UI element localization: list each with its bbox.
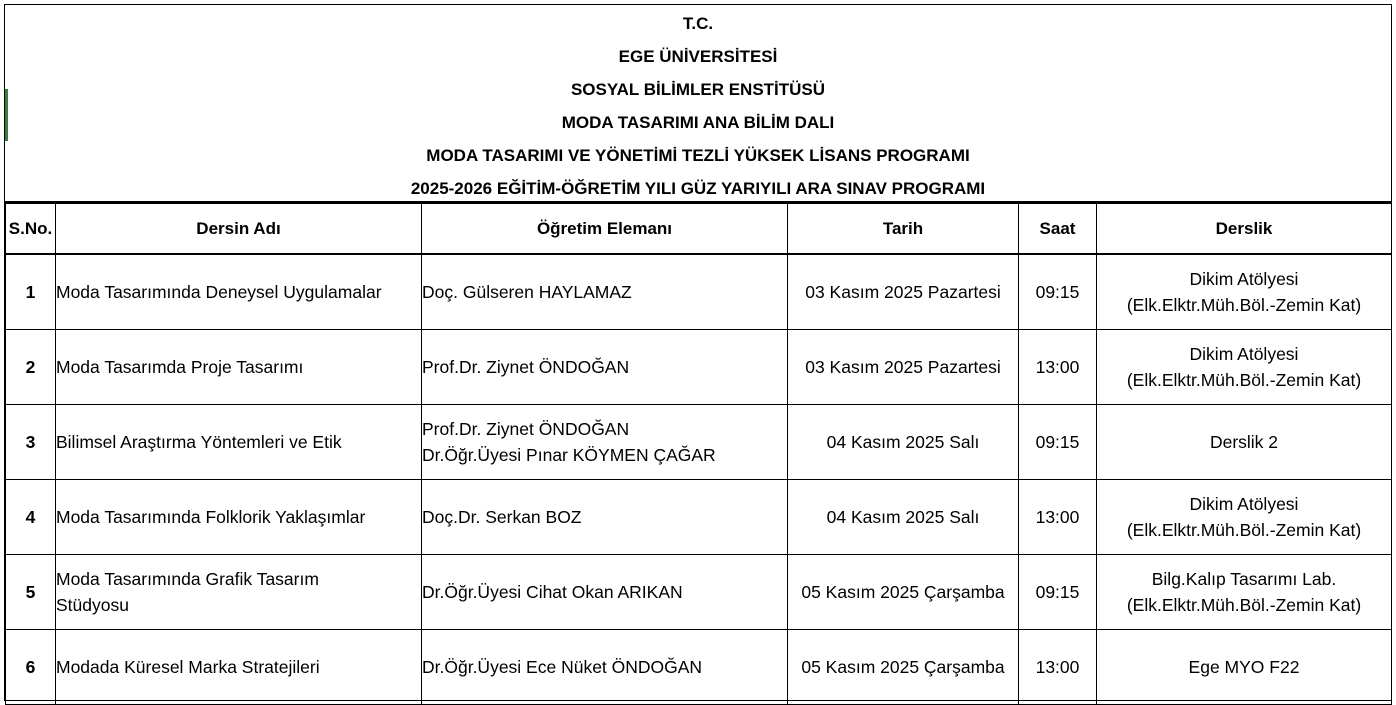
cell-sno: 6 <box>6 630 56 705</box>
cell-instructor-line: Dr.Öğr.Üyesi Cihat Okan ARIKAN <box>422 582 683 602</box>
cell-course <box>56 480 422 555</box>
cell-instructor-line: Dr.Öğr.Üyesi Pınar KÖYMEN ÇAĞAR <box>422 445 716 465</box>
cell-room <box>1097 480 1392 555</box>
cell-room-line: (Elk.Elktr.Müh.Böl.-Zemin Kat) <box>1126 595 1362 615</box>
cell-room <box>1097 405 1392 480</box>
table-row <box>6 480 1392 555</box>
table-row <box>6 254 1392 330</box>
cell-time: 13:00 <box>1019 630 1097 705</box>
cell-instructor <box>422 254 788 330</box>
cell-sno: 1 <box>6 254 56 330</box>
header-line-term: 2025-2026 EĞİTİM-ÖĞRETİM YILI GÜZ YARIYILI ARA SINAV PROGRAMI <box>410 179 986 198</box>
cell-date: 05 Kasım 2025 Çarşamba <box>788 555 1019 630</box>
cell-instructor <box>422 555 788 630</box>
cell-course-line: Bilimsel Araştırma Yöntemleri ve Etik <box>56 432 342 452</box>
cell-sno: 4 <box>6 480 56 555</box>
cell-instructor <box>422 630 788 705</box>
header-line-department: MODA TASARIMI ANA BİLİM DALI <box>561 113 835 132</box>
cell-date: 05 Kasım 2025 Çarşamba <box>788 630 1019 705</box>
cell-course-line: Moda Tasarımında Deneysel Uygulamalar <box>56 282 382 302</box>
cell-course-line: Modada Küresel Marka Stratejileri <box>56 657 320 677</box>
cell-instructor <box>422 330 788 405</box>
cell-instructor-line: Doç.Dr. Serkan BOZ <box>422 507 582 527</box>
cell-instructor-line: Dr.Öğr.Üyesi Ece Nüket ÖNDOĞAN <box>422 657 703 677</box>
table-row <box>6 330 1392 405</box>
cell-room <box>1097 254 1392 330</box>
column-header-course: Dersin Adı <box>56 204 422 255</box>
column-header-sno: S.No. <box>6 204 56 255</box>
cell-room-line: Dikim Atölyesi <box>1189 494 1299 514</box>
header-line-tc: T.C. <box>682 14 714 33</box>
cell-room <box>1097 555 1392 630</box>
cell-date: 03 Kasım 2025 Pazartesi <box>788 330 1019 405</box>
table-header-row <box>6 204 1392 255</box>
cell-instructor-line: Doç. Gülseren HAYLAMAZ <box>422 282 632 302</box>
cell-date: 04 Kasım 2025 Salı <box>788 405 1019 480</box>
column-header-date: Tarih <box>788 204 1019 255</box>
cell-time: 09:15 <box>1019 254 1097 330</box>
cell-room <box>1097 630 1392 705</box>
cell-course <box>56 254 422 330</box>
cell-room-line: Dikim Atölyesi <box>1189 269 1299 289</box>
header-line-university: EGE ÜNİVERSİTESİ <box>618 47 778 66</box>
cell-room-line: Dikim Atölyesi <box>1189 344 1299 364</box>
cell-time: 09:15 <box>1019 555 1097 630</box>
cell-course-line: Moda Tasarımında Folklorik Yaklaşımlar <box>56 507 366 527</box>
exam-table <box>5 203 1392 705</box>
document-header <box>5 5 1391 203</box>
table-row <box>6 405 1392 480</box>
cell-room <box>1097 330 1392 405</box>
right-margin <box>1392 0 1396 704</box>
cell-sno: 5 <box>6 555 56 630</box>
cell-course <box>56 330 422 405</box>
cell-course-line: Stüdyosu <box>56 595 129 615</box>
cell-room-line: Ege MYO F22 <box>1188 657 1300 677</box>
cell-date: 03 Kasım 2025 Pazartesi <box>788 254 1019 330</box>
column-header-time: Saat <box>1019 204 1097 255</box>
cell-time: 13:00 <box>1019 480 1097 555</box>
cell-sno: 3 <box>6 405 56 480</box>
cell-date: 04 Kasım 2025 Salı <box>788 480 1019 555</box>
table-row <box>6 555 1392 630</box>
cell-instructor-line: Prof.Dr. Ziynet ÖNDOĞAN <box>422 419 630 439</box>
header-line-program: MODA TASARIMI VE YÖNETİMİ TEZLİ YÜKSEK LİSANS PROGRAMI <box>426 146 970 165</box>
cell-course-line: Moda Tasarımda Proje Tasarımı <box>56 357 304 377</box>
column-header-room: Derslik <box>1097 204 1392 255</box>
header-line-institute: SOSYAL BİLİMLER ENSTİTÜSÜ <box>570 80 826 99</box>
cell-room-line: Derslik 2 <box>1209 432 1279 452</box>
cell-instructor <box>422 480 788 555</box>
cell-course-line: Moda Tasarımında Grafik Tasarım <box>56 569 319 589</box>
cell-course <box>56 405 422 480</box>
cell-time: 13:00 <box>1019 330 1097 405</box>
cell-room-line: (Elk.Elktr.Müh.Böl.-Zemin Kat) <box>1126 520 1362 540</box>
column-header-instructor: Öğretim Elemanı <box>422 204 788 255</box>
cell-course <box>56 630 422 705</box>
cell-instructor <box>422 405 788 480</box>
exam-schedule-sheet <box>4 4 1392 701</box>
table-row <box>6 630 1392 705</box>
cell-course <box>56 555 422 630</box>
cell-time: 09:15 <box>1019 405 1097 480</box>
cell-sno: 2 <box>6 330 56 405</box>
cell-room-line: (Elk.Elktr.Müh.Böl.-Zemin Kat) <box>1126 370 1362 390</box>
cell-room-line: (Elk.Elktr.Müh.Böl.-Zemin Kat) <box>1126 295 1362 315</box>
cell-instructor-line: Prof.Dr. Ziynet ÖNDOĞAN <box>422 357 630 377</box>
cell-room-line: Bilg.Kalıp Tasarımı Lab. <box>1151 569 1337 589</box>
